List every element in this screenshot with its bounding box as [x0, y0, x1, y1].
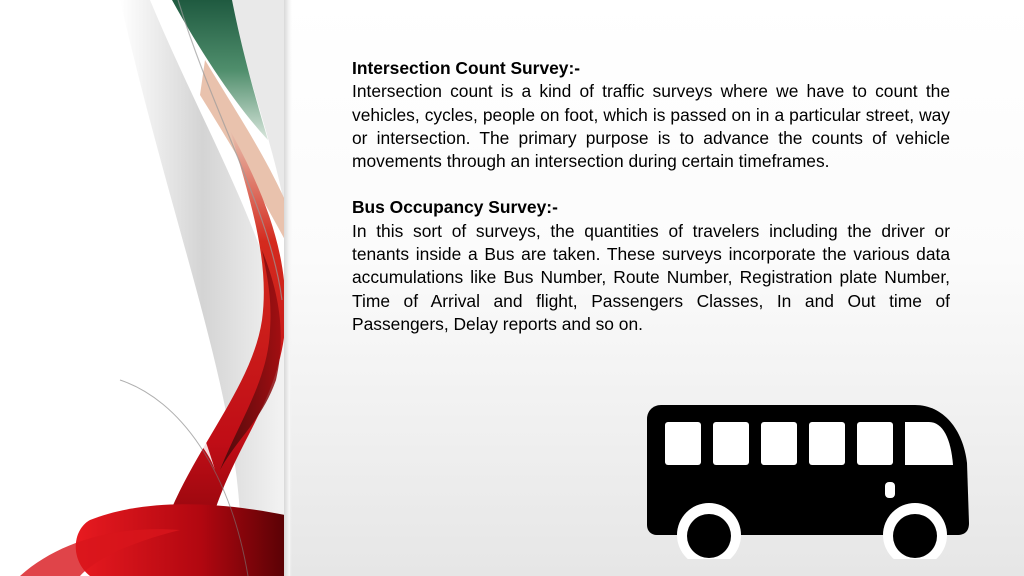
decorative-panel	[0, 0, 290, 576]
main-text	[352, 57, 950, 336]
section-body-bus-occupancy: In this sort of surveys, the quantities of travelers including the driver or tenants inside a Bus are taken. These surveys incorporate the various data accumulations like Bus Number, Route Number, Registration plate Number, Time of Arrival and flight, Passengers Classes, In and Out time of Passengers, Delay reports and so on.	[352, 220, 950, 334]
section-title-bus-occupancy: Bus Occupancy Survey:-	[352, 197, 558, 218]
section-body-intersection: Intersection count is a kind of traffic surveys where we have to count the vehicles, cycles, people on foot, which is passed on in a particular street, way or intersection. The primary purpose is to advance the counts of vehicle movements through an intersection during certain timeframes.	[352, 81, 950, 172]
section-spacer	[352, 173, 950, 196]
section-title-intersection: Intersection Count Survey:-	[352, 58, 581, 78]
panel-divider	[284, 0, 292, 576]
wave-decoration	[0, 0, 290, 576]
bus-icon	[647, 405, 971, 559]
